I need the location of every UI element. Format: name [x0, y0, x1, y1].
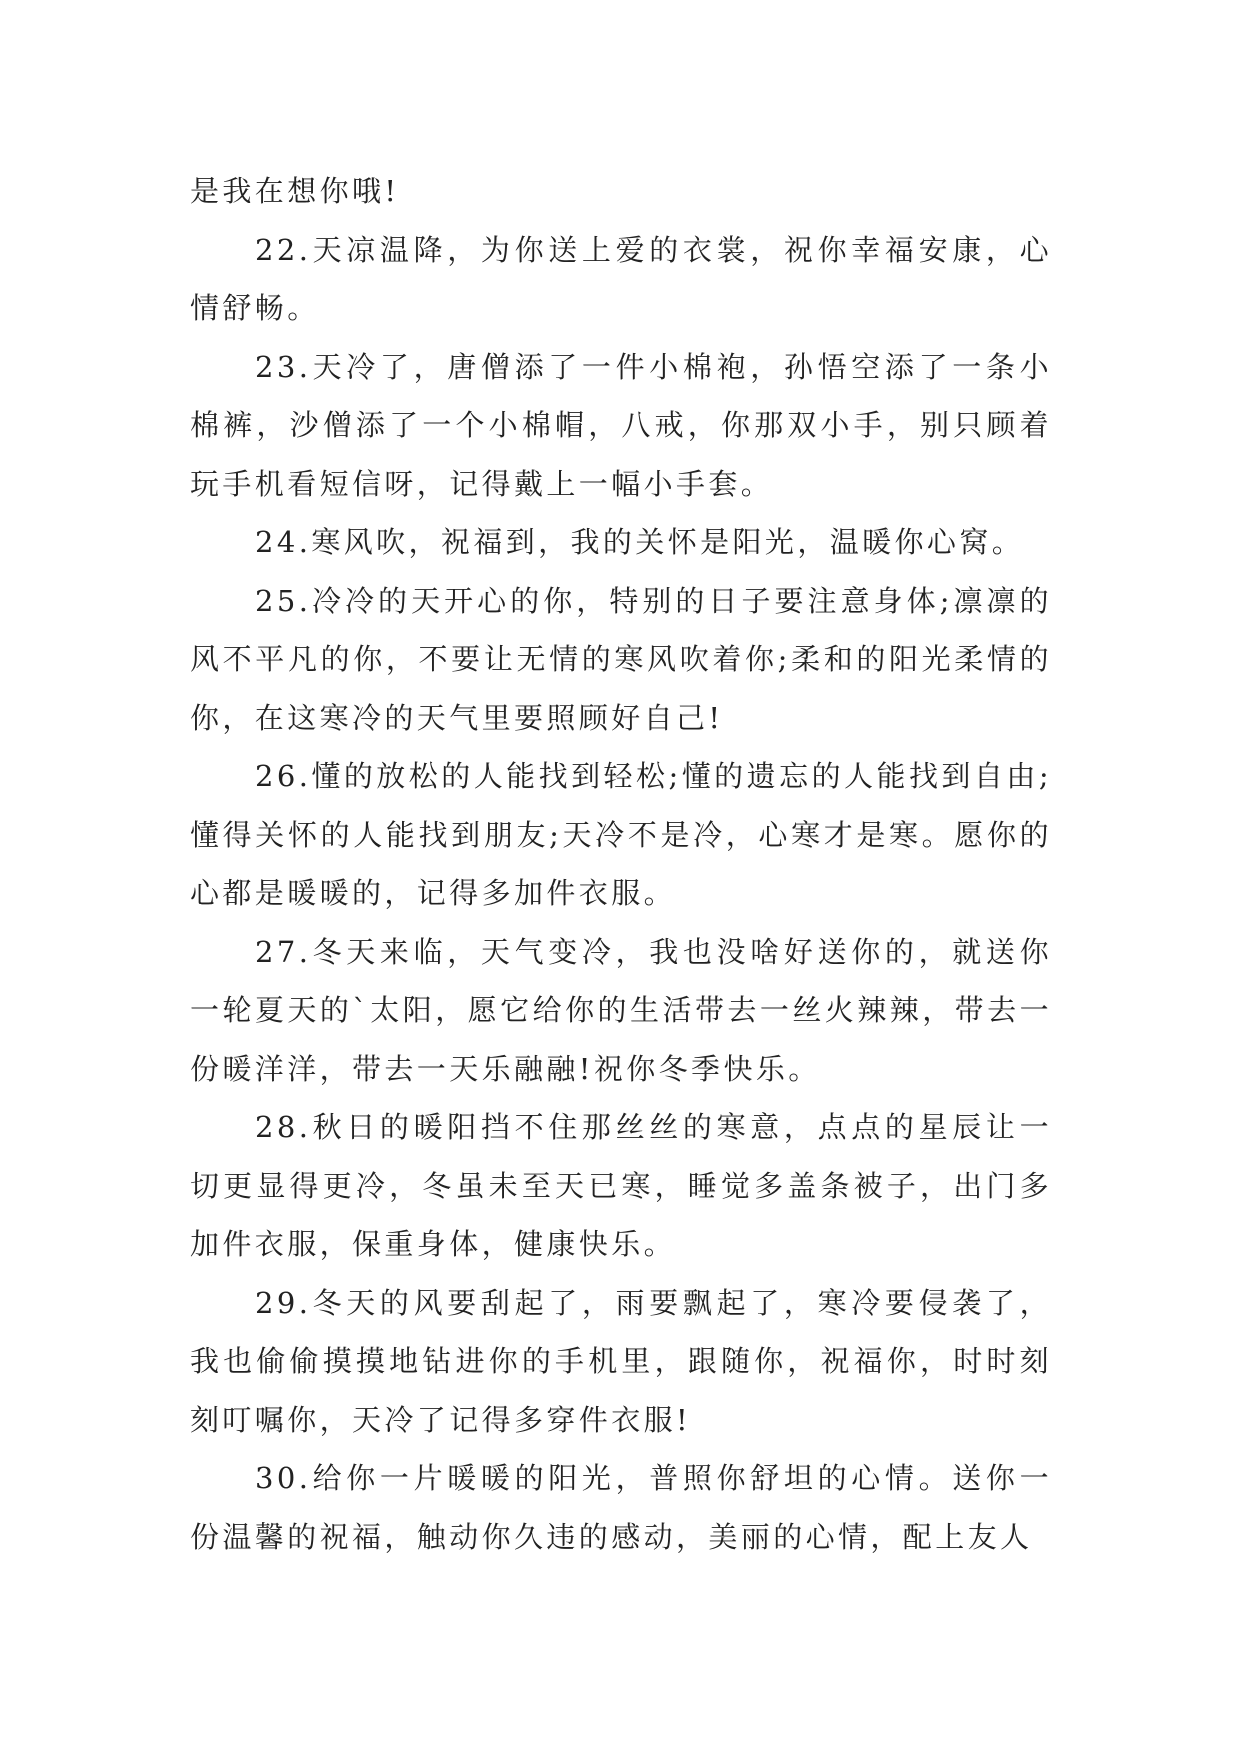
paragraph-item-23: 23.天冷了，唐僧添了一件小棉袍，孙悟空添了一条小棉裤，沙僧添了一个小棉帽，八戒，你那双小手，别只顾着玩手机看短信呀，记得戴上一幅小手套。 — [190, 349, 1052, 501]
paragraph-item-29: 29.冬天的风要刮起了，雨要飘起了，寒冷要侵袭了，我也偷偷摸摸地钻进你的手机里，跟随你，祝福你，时时刻刻叮嘱你，天冷了记得多穿件衣服! — [190, 1285, 1052, 1437]
paragraph-continuation: 是我在想你哦! — [190, 174, 400, 208]
paragraph-item-26: 26.懂的放松的人能找到轻松;懂的遗忘的人能找到自由;懂得关怀的人能找到朋友;天冷不是冷，心寒才是寒。愿你的心都是暖暖的，记得多加件衣服。 — [190, 759, 1052, 910]
paragraph-item-27: 27.冬天来临，天气变冷，我也没啥好送你的，就送你一轮夏天的`太阳，愿它给你的生活带去一丝火辣辣，带去一份暖洋洋，带去一天乐融融!祝你冬季快乐。 — [190, 934, 1052, 1086]
paragraph-item-30: 30.给你一片暖暖的阳光，普照你舒坦的心情。送你一份温馨的祝福，触动你久违的感动，美丽的心情，配上友人 — [190, 1461, 1052, 1554]
paragraph-item-22: 22.天凉温降，为你送上爱的衣裳，祝你幸福安康，心情舒畅。 — [190, 232, 1052, 325]
paragraph-item-28: 28.秋日的暖阳挡不住那丝丝的寒意，点点的星辰让一切更显得更冷，冬虽未至天已寒，睡觉多盖条被子，出门多加件衣服，保重身体，健康快乐。 — [190, 1110, 1052, 1261]
document-body — [190, 162, 1052, 1566]
paragraph-item-24: 24.寒风吹，祝福到，我的关怀是阳光，温暖你心窝。 — [255, 525, 1025, 559]
paragraph-item-25: 25.冷冷的天开心的你，特别的日子要注意身体;凛凛的风不平凡的你，不要让无情的寒风吹着你;柔和的阳光柔情的你，在这寒冷的天气里要照顾好自己! — [190, 583, 1052, 735]
